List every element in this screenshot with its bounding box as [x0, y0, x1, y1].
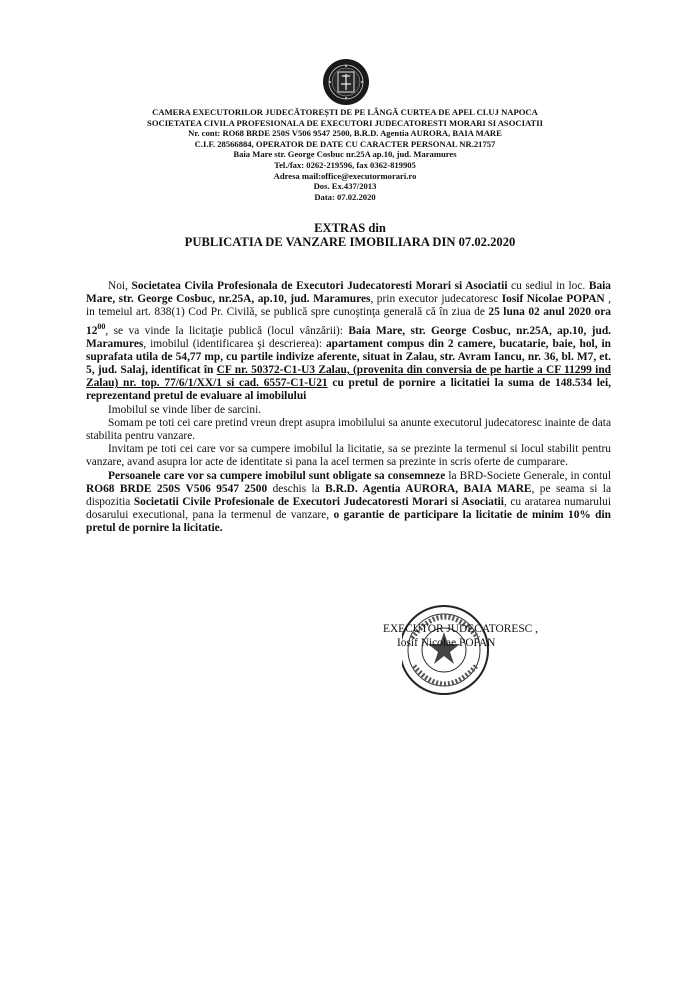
- document-body: [86, 280, 611, 536]
- document-title: EXTRAS din: [314, 221, 386, 235]
- official-stamp-icon: [402, 598, 532, 708]
- land-registry-reference: CF nr. 50372-C1-U3 Zalau, (provenita din conversia de pe hartie a CF 11299 ind Zalau) nr. top. 77/6/1/XX/1 si cad. 6557-C1-U21: [86, 364, 611, 390]
- paragraph-summons: Somam pe toti cei care pretind vreun drept asupra imobilului sa anunte executorul judecatoresc inainte de data stabilita pentru vanzare.: [86, 416, 611, 443]
- paragraph-notice: Noi, Societatea Civila Profesionala de Executori Judecatoresti Morari si Asociatii cu sediul in loc. Baia Mare, str. George Cosbuc, nr.25A, ap.10, jud. Maramures, prin executor judecatoresc Iosif Nicolae POPAN , in temeiul art. 838(1) Cod Pr. Civilă, se publică spre cunoştinţa generală că în ziua de 25 luna 02 anul 2020 ora $12^{00}$, se va vinde la licitaţie publică (locul vânzării): Baia Mare, str. George Cosbuc, nr.25A, ap.10, jud. Maramures, imobilul (identificarea şi descrierea): apartament compus din 2 camere, bucatarie, baie, hol, in suprafata utila de 54,77 mp, cu partile indivize aferente, situat in Zalau, str. Avram Iancu, nr. 36, bl. M7, et. 5, jud. Salaj, identificat în CF nr. 50372-C1-U3 Zalau, (provenita din conversia de pe hartie a CF 11299 ind Zalau) nr. top. 77/6/1/XX/1 si cad. 6557-C1-U21 cu pretul de pornire a licitatiei la suma de 148.534 lei, reprezentand pretul de evaluare al imobilului: [86, 280, 612, 403]
- bank-account: Nr. cont: RO68 BRDE 250S V506 9547 2500, B.R.D. Agentia AURORA, BAIA MARE: [188, 128, 502, 139]
- office-address: Baia Mare str. George Cosbuc nr.25A ap.10, jud. Maramures: [233, 149, 457, 160]
- signature-block: [383, 622, 538, 650]
- signature-name: Iosif Nicolae POPAN: [397, 637, 496, 649]
- phone-fax: Tel./fax: 0262-219596, fax 0362-819905: [274, 159, 416, 170]
- paragraph-invitation: Invitam pe toti cei care vor sa cumpere imobilul la licitatie, sa se prezinte la termenul si locul stabilit pentru vanzare, avand asupra lor acte de identitate si pana la acel termen sa prezinte in scris oferte de cumparare.: [86, 443, 611, 469]
- signature-title: EXECUTOR JUDECATORESC ,: [383, 623, 538, 635]
- paragraph-encumbrances: Imobilul se vinde liber de sarcini.: [108, 403, 262, 416]
- chamber-name: CAMERA EXECUTORILOR JUDECĂTOREȘTI DE PE LÂNGĂ CURTEA DE APEL CLUJ NAPOCA: [152, 107, 538, 117]
- file-number: Dos. Ex.437/2013: [313, 181, 377, 192]
- fiscal-code: C.I.F. 28566884, OPERATOR DE DATE CU CARACTER PERSONAL NR.21757: [194, 138, 496, 149]
- document-subtitle: PUBLICATIA DE VANZARE IMOBILIARA DIN 07.02.2020: [184, 235, 516, 249]
- document-date: Data: 07.02.2020: [314, 191, 376, 202]
- letterhead: [90, 107, 600, 202]
- email-address: Adresa mail:office@executormorari.ro: [273, 170, 417, 181]
- paragraph-guarantee: Persoanele care vor sa cumpere imobilul sunt obligate sa consemneze la BRD-Societe Generale, in contul RO68 BRDE 250S V506 9547 2500 deschis la B.R.D. Agentia AURORA, BAIA MARE, pe seama si la dispozitia Societatii Civile Profesionale de Executori Judecatoresti Morari si Asociatii, cu aratarea numarului dosarului executional, pana la termenul de vanzare, o garantie de participare la licitatie de minim 10% din pretul de pornire la licitatie.: [86, 469, 612, 535]
- chamber-seal-logo-icon: [322, 58, 370, 106]
- company-name: SOCIETATEA CIVILA PROFESIONALA DE EXECUTORI JUDECATORESTI MORARI SI ASOCIATII: [147, 117, 543, 128]
